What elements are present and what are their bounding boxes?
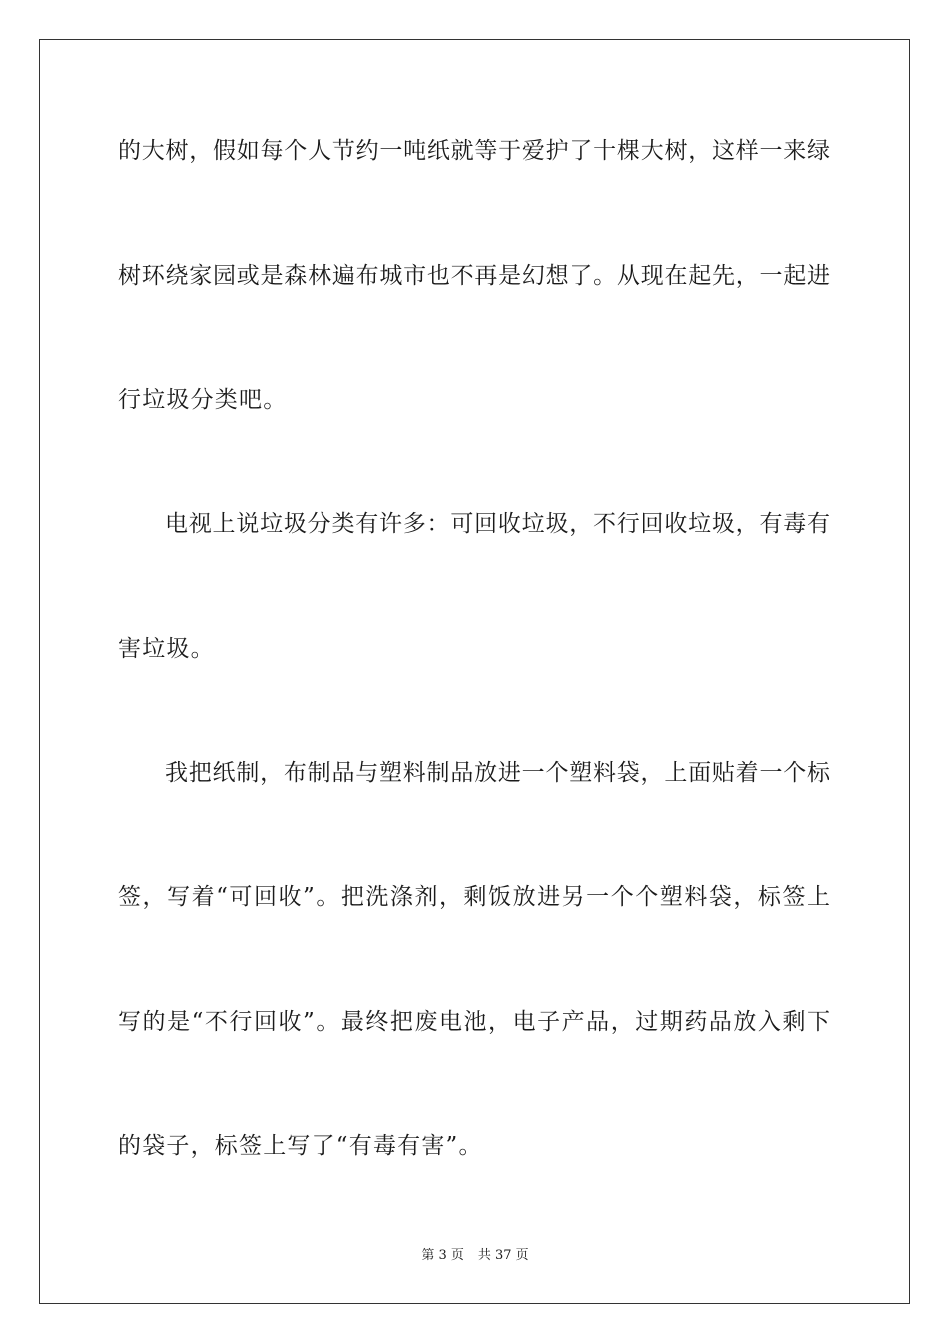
text-line-1: 的大树，假如每个人节约一吨纸就等于爱护了十棵大树，这样一来绿	[118, 138, 830, 164]
text-line-4: 电视上说垃圾分类有许多：可回收垃圾，不行回收垃圾，有毒有	[165, 511, 830, 537]
text-line-5: 害垃圾。	[118, 636, 215, 662]
text-line-3: 行垃圾分类吧。	[118, 387, 288, 413]
text-line-7: 签，写着“可回收”。把洗涤剂，剩饭放进另一个个塑料袋，标签上	[118, 884, 830, 910]
page-footer	[0, 1247, 950, 1265]
page-total: 共 37 页	[477, 1248, 529, 1263]
text-line-8: 写的是“不行回收”。最终把废电池，电子产品，过期药品放入剩下	[118, 1009, 830, 1035]
text-line-9: 的袋子，标签上写了“有毒有害”。	[118, 1133, 483, 1159]
text-line-6: 我把纸制，布制品与塑料制品放进一个塑料袋，上面贴着一个标	[165, 760, 830, 786]
page-number: 第 3 页	[421, 1248, 464, 1263]
text-line-2: 树环绕家园或是森林遍布城市也不再是幻想了。从现在起先，一起进	[118, 263, 830, 289]
page-border	[39, 39, 910, 1304]
